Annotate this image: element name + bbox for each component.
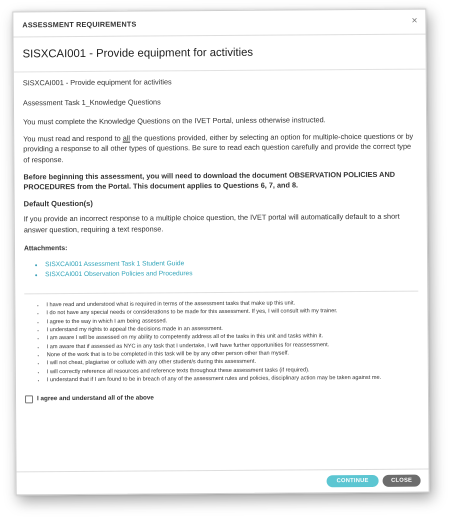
agree-row[interactable] (25, 392, 419, 405)
p2-underlined: all (122, 133, 131, 143)
unit-line: SISXCAI001 - Provide equipment for activities (22, 77, 172, 88)
declaration-item: • I agree to the way in which I am being assessed. (46, 315, 418, 326)
declaration-item: • I understand that if I am found to be in breach of any of the assessment rules and policies, disciplinary action may be taken against me. (47, 373, 419, 384)
declaration-item: • None of the work that is to be completed in this task will be by any other person other than myself. (47, 349, 419, 360)
divider (24, 291, 418, 295)
declaration-item: • I have read and understood what is required in terms of the assessment tasks that make up this unit. (46, 299, 418, 310)
task-line: Assessment Task 1_Knowledge Questions (22, 97, 161, 107)
subject-title: SISXCAI001 - Provide equipment for activities (22, 46, 254, 61)
close-icon[interactable]: × (411, 15, 418, 27)
declaration-item: • I will not cheat, plagiarise or collude with any other student/s during this assessment. (47, 357, 419, 368)
declarations-list (24, 299, 419, 385)
instruction-paragraph-4: If you provide an incorrect response to a multiple choice question, the IVET portal will automatically default to a short answer question, requiring a text response. (23, 212, 400, 235)
instruction-paragraph-1: You must complete the Knowledge Questions on the IVET Portal, unless otherwise instructed. (23, 115, 326, 127)
modal-footer (17, 469, 429, 495)
close-button[interactable]: CLOSE (383, 475, 421, 487)
modal-title: ASSESSMENT REQUIREMENTS (22, 19, 137, 29)
p2-end: the questions provided, either by selecting an option for multiple-choice questions or by providing a response to all other types of questions. Be sure to read each question carefully and provide the correct type of response. (23, 131, 414, 165)
attachment-link-student-guide[interactable]: SISXCAI001 Assessment Task 1 Student Guide (45, 260, 185, 269)
instruction-paragraph-3: Before beginning this assessment, you will need to download the document OBSERVATION POLICIES AND PROCEDURES from the Portal. This document applies to Questions 6, 7, and 8. (23, 169, 396, 192)
assessment-modal (12, 9, 429, 496)
instruction-paragraph-2 (23, 131, 417, 166)
declaration-item: • I understand my rights to appeal the decisions made in an assessment. (47, 324, 419, 335)
attachment-link-observation-policies[interactable]: SISXCAI001 Observation Policies and Procedures (45, 270, 193, 279)
default-question-heading: Default Question(s) (23, 198, 93, 209)
attachments-list (24, 258, 418, 281)
attachment-item (45, 268, 418, 281)
declaration-item: • I do not have any special needs or considerations to be made for this assessment. If yes, I will consult with my trainer. (46, 307, 418, 318)
p2-start: You must read and respond to (23, 133, 123, 144)
attachments-label: Attachments: (23, 244, 68, 252)
modal-header (13, 10, 425, 38)
declaration-item: • I will correctly reference all resources and reference texts throughout these assessment tasks (if required). (47, 365, 419, 376)
agree-label[interactable]: I agree and understand all of the above (36, 394, 154, 403)
subject-bar (13, 35, 425, 73)
modal-body (14, 70, 428, 406)
continue-button[interactable]: CONTINUE (327, 475, 379, 487)
declaration-item: • I am aware I will be assessed on my ability to competently address all of the tasks in this unit and tasks within it. (47, 332, 419, 343)
agree-checkbox[interactable] (25, 396, 33, 404)
declaration-item: • I am aware that if assessed as NYC in any task that I undertake, I will have further opportunities for reassessment. (47, 340, 419, 351)
